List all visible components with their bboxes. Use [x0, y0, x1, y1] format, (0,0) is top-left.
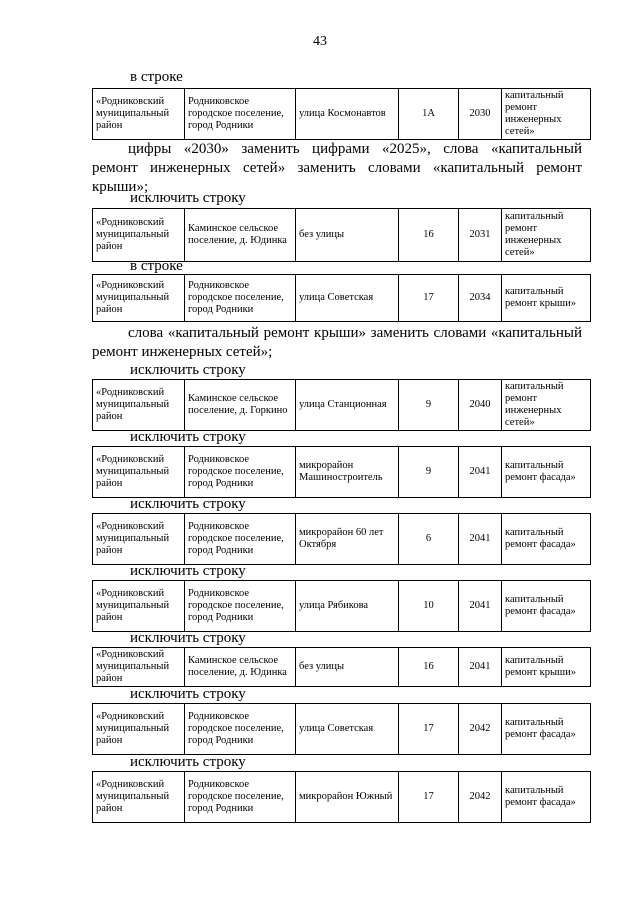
- cell-settlement: Родниковское городское поселение, город Родники: [185, 275, 296, 322]
- cell-district: «Родниковский муниципальный район: [93, 275, 185, 322]
- cell-settlement: Родниковское городское поселение, город Родники: [185, 704, 296, 755]
- instruction-in-row: в строке: [130, 258, 183, 274]
- cell-street: улица Космонавтов: [296, 89, 399, 140]
- instruction-exclude-row: исключить строку: [130, 429, 246, 445]
- table-row: [92, 703, 591, 755]
- cell-settlement: Родниковское городское поселение, город Родники: [185, 772, 296, 823]
- table-row: [92, 513, 591, 565]
- table-row: [92, 771, 591, 823]
- cell-district: «Родниковский муниципальный район: [93, 380, 185, 431]
- cell-district: «Родниковский муниципальный район: [93, 89, 185, 140]
- cell-street: улица Советская: [296, 275, 399, 322]
- cell-year: 2041: [459, 648, 502, 687]
- cell-work: капитальный ремонт фасада»: [502, 447, 591, 498]
- instruction-in-row: в строке: [130, 69, 183, 85]
- table-row: [92, 379, 591, 431]
- cell-year: 2041: [459, 514, 502, 565]
- cell-street: без улицы: [296, 648, 399, 687]
- instruction-exclude-row: исключить строку: [130, 362, 246, 378]
- table-row: [92, 88, 591, 140]
- paragraph-line: слова «капитальный ремонт крыши» заменить словами «капитальный: [128, 325, 582, 341]
- cell-year: 2034: [459, 275, 502, 322]
- cell-house: 17: [399, 275, 459, 322]
- cell-settlement: Родниковское городское поселение, город Родники: [185, 447, 296, 498]
- cell-street: без улицы: [296, 209, 399, 262]
- page-number: 43: [313, 34, 327, 49]
- instruction-exclude-row: исключить строку: [130, 754, 246, 770]
- paragraph-line: ремонт инженерных сетей» заменить словами «капитальный ремонт: [92, 160, 582, 176]
- paragraph-line: цифры «2030» заменить цифрами «2025», слова «капитальный: [128, 141, 582, 157]
- table-row: [92, 446, 591, 498]
- paragraph-line: крыши»;: [92, 179, 149, 195]
- cell-work: капитальный ремонт крыши»: [502, 648, 591, 687]
- cell-house: 6: [399, 514, 459, 565]
- table-row: [92, 580, 591, 632]
- cell-settlement: Родниковское городское поселение, город Родники: [185, 581, 296, 632]
- cell-house: 16: [399, 648, 459, 687]
- table-row: [92, 208, 591, 262]
- cell-year: 2041: [459, 581, 502, 632]
- cell-work: капитальный ремонт фасада»: [502, 581, 591, 632]
- cell-street: улица Станционная: [296, 380, 399, 431]
- cell-street: улица Советская: [296, 704, 399, 755]
- cell-work: капитальный ремонт инженерных сетей»: [502, 209, 591, 262]
- cell-work: капитальный ремонт крыши»: [502, 275, 591, 322]
- cell-settlement: Родниковское городское поселение, город Родники: [185, 514, 296, 565]
- cell-work: капитальный ремонт фасада»: [502, 704, 591, 755]
- cell-district: «Родниковский муниципальный район: [93, 209, 185, 262]
- cell-house: 1А: [399, 89, 459, 140]
- cell-house: 16: [399, 209, 459, 262]
- cell-settlement: Каминское сельское поселение, д. Юдинка: [185, 209, 296, 262]
- cell-district: «Родниковский муниципальный район: [93, 772, 185, 823]
- cell-district: «Родниковский муниципальный район: [93, 648, 185, 687]
- instruction-exclude-row: исключить строку: [130, 686, 246, 702]
- cell-work: капитальный ремонт фасада»: [502, 514, 591, 565]
- instruction-exclude-row: исключить строку: [130, 563, 246, 579]
- cell-work: капитальный ремонт инженерных сетей»: [502, 380, 591, 431]
- paragraph-line: ремонт инженерных сетей»;: [92, 344, 273, 360]
- cell-year: 2031: [459, 209, 502, 262]
- cell-settlement: Каминское сельское поселение, д. Горкино: [185, 380, 296, 431]
- cell-year: 2042: [459, 704, 502, 755]
- cell-work: капитальный ремонт фасада»: [502, 772, 591, 823]
- cell-year: 2042: [459, 772, 502, 823]
- cell-district: «Родниковский муниципальный район: [93, 581, 185, 632]
- cell-house: 10: [399, 581, 459, 632]
- cell-house: 9: [399, 380, 459, 431]
- cell-year: 2030: [459, 89, 502, 140]
- cell-district: «Родниковский муниципальный район: [93, 704, 185, 755]
- cell-street: улица Рябикова: [296, 581, 399, 632]
- instruction-exclude-row: исключить строку: [130, 630, 246, 646]
- table-row: [92, 274, 591, 322]
- cell-settlement: Каминское сельское поселение, д. Юдинка: [185, 648, 296, 687]
- cell-street: микрорайон Южный: [296, 772, 399, 823]
- cell-district: «Родниковский муниципальный район: [93, 514, 185, 565]
- cell-settlement: Родниковское городское поселение, город Родники: [185, 89, 296, 140]
- cell-district: «Родниковский муниципальный район: [93, 447, 185, 498]
- amendment-paragraph-2: [92, 324, 582, 362]
- table-row: [92, 647, 591, 687]
- cell-work: капитальный ремонт инженерных сетей»: [502, 89, 591, 140]
- cell-year: 2041: [459, 447, 502, 498]
- cell-house: 17: [399, 772, 459, 823]
- cell-year: 2040: [459, 380, 502, 431]
- cell-house: 9: [399, 447, 459, 498]
- cell-street: микрорайон 60 лет Октября: [296, 514, 399, 565]
- instruction-exclude-row: исключить строку: [130, 496, 246, 512]
- cell-house: 17: [399, 704, 459, 755]
- instruction-exclude-row: исключить строку: [130, 190, 246, 206]
- cell-street: микрорайон Машиностроитель: [296, 447, 399, 498]
- amendment-paragraph-1: [92, 140, 582, 197]
